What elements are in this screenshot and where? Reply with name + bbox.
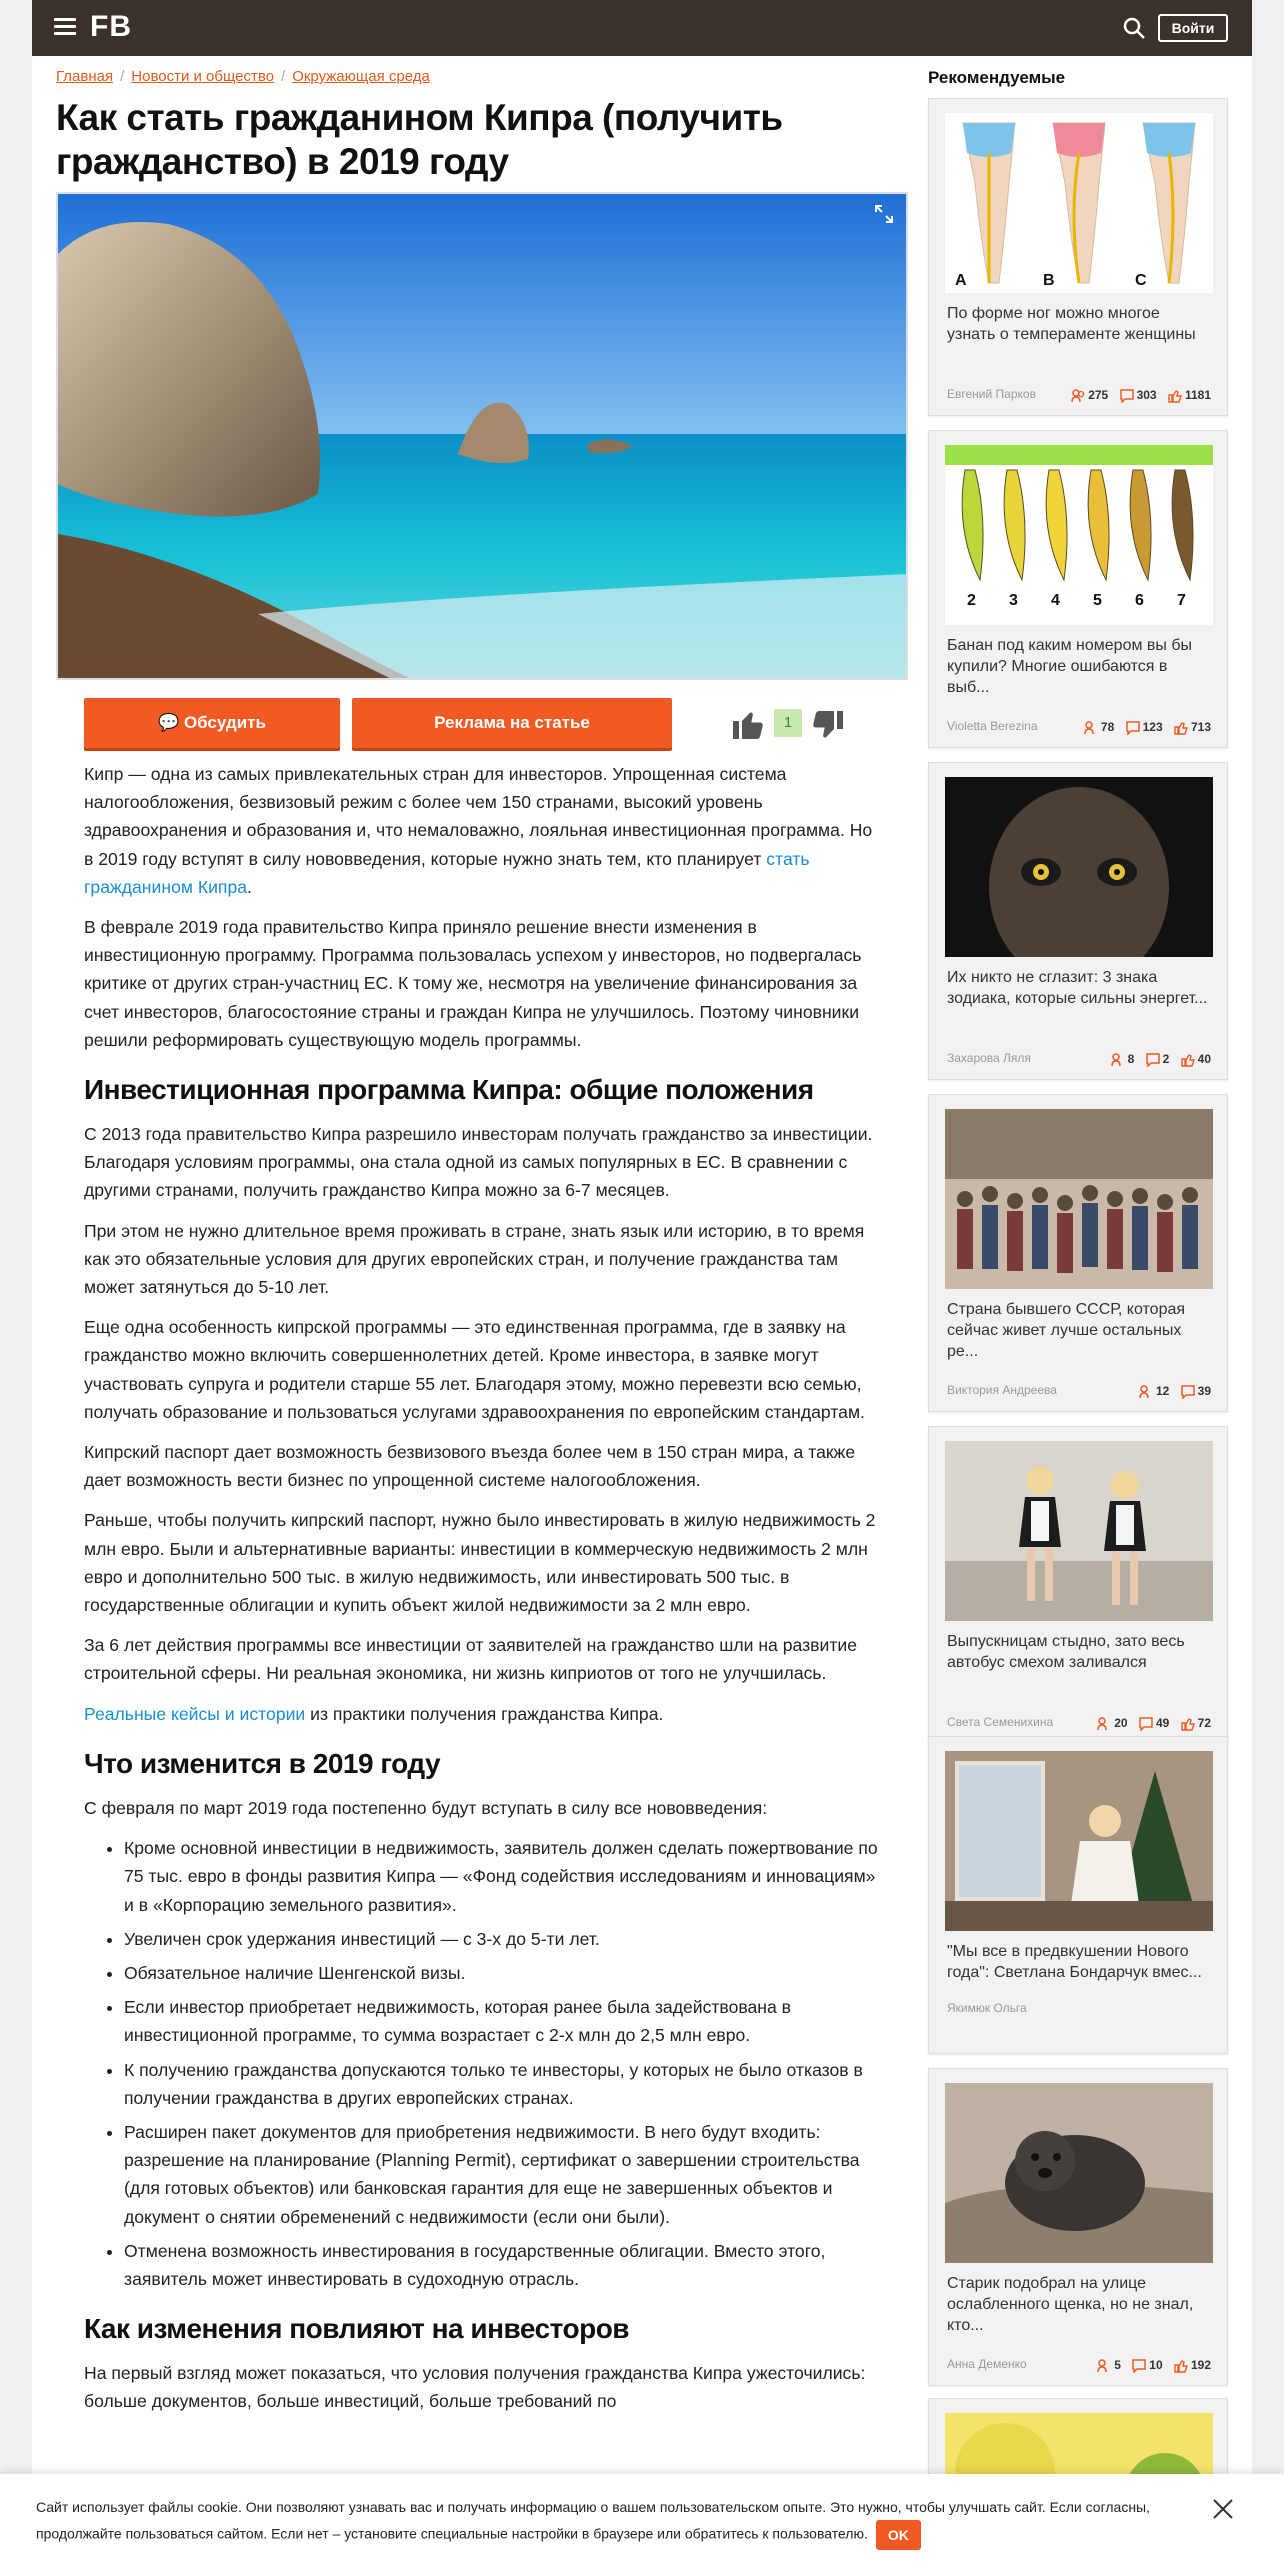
paragraph: В феврале 2019 года правительство Кипра приняло решение внести изменения в инвестиционную программу. Программа пользовалась успехом у инвесторов, но подвергалась критике от других стран-участниц ЕС. К тому же, несмотря на увеличение финансирования за счет инвесторов, благосостояние страны и граждан Кипра не улучшилось. Поэтому чиновники решили реформировать существующую модель программы. [84, 917, 862, 1050]
card-title: Их никто не сглазит: 3 знака зодиака, которые сильны энергет... [947, 969, 1208, 1007]
recommended-card[interactable] [928, 430, 1228, 748]
readers-icon [1111, 1053, 1125, 1067]
comments-icon [1120, 389, 1134, 403]
recommended-card[interactable] [928, 1736, 1228, 2054]
readers-icon [1071, 389, 1085, 403]
breadcrumb-environment[interactable]: Окружающая среда [292, 68, 430, 85]
card-image [945, 445, 1213, 625]
recommended-heading: Рекомендуемые [928, 68, 1066, 87]
menu-icon[interactable] [54, 18, 76, 36]
recommended-card[interactable] [928, 2068, 1228, 2386]
close-icon[interactable] [1212, 2498, 1234, 2520]
thumbs-up-icon[interactable] [730, 706, 766, 742]
legs-label: A [955, 272, 967, 289]
discuss-button[interactable]: 💬 Обсудить [84, 698, 340, 748]
card-title: Старик подобрал на улице ослабленного щенка, но не знал, кто... [947, 2275, 1194, 2334]
paragraph: При этом не нужно длительное время проживать в стране, знать язык или историю, в то время как это обязательные условия для других европейских стран, и получение гражданства там может затянуться до 5-10 лет. [84, 1220, 865, 1298]
site-logo[interactable]: FB [90, 10, 132, 43]
paragraph: Кипрский паспорт дает возможность безвизового въезда более чем в 150 стран мира, а также дает возможность вести бизнес по упрощенной системе налогообложения. [84, 1442, 856, 1491]
likes-icon [1181, 1053, 1195, 1067]
banana-number: 3 [1009, 592, 1018, 609]
legs-label: B [1043, 272, 1055, 289]
recommended-card[interactable] [928, 1094, 1228, 1412]
breadcrumb-home[interactable]: Главная [56, 68, 114, 85]
card-author: Анна Деменко [947, 2357, 1027, 2371]
list-item: • Отменена возможность инвестирования в государственные облигации. Вместо этого, заявитель может инвестировать в судоходную отрасль. [124, 2237, 884, 2293]
banana-number: 7 [1177, 592, 1186, 609]
readers-icon [1097, 2359, 1111, 2373]
card-author: Света Семенихина [947, 1715, 1054, 1729]
top-header [32, 0, 1252, 56]
cookie-banner [0, 2474, 1284, 2568]
comments-icon [1181, 1385, 1195, 1399]
paragraph: С февраля по март 2019 года постепенно будут вступать в силу все нововведения: [84, 1797, 768, 1818]
list-item: • Увеличен срок удержания инвестиций — с 3-х до 5-ти лет. [124, 1925, 884, 1953]
readers-icon [1139, 1385, 1153, 1399]
likes-icon [1174, 721, 1188, 735]
card-image [945, 2083, 1213, 2263]
login-button[interactable]: Войти [1158, 14, 1228, 42]
hero-image[interactable] [56, 192, 908, 680]
card-stats: 8 2 40 [1103, 1052, 1211, 1067]
recommended-card[interactable] [928, 1426, 1228, 1744]
paragraph: За 6 лет действия программы все инвестиции от заявителей на гражданство шли на развитие строительной сферы. Ни реальная экономика, ни жизнь киприотов от того не улучшилась. [84, 1635, 857, 1684]
section-heading: Инвестиционная программа Кипра: общие положения [84, 1074, 814, 1106]
search-icon[interactable] [1122, 16, 1146, 40]
card-stats: 12 39 [1131, 1384, 1211, 1399]
readers-icon [1097, 1717, 1111, 1731]
card-image [945, 1441, 1213, 1621]
card-image [945, 113, 1213, 293]
card-author: Евгений Парков [947, 387, 1036, 401]
card-author: Якимюк Ольга [947, 2001, 1027, 2015]
chat-icon: 💬 [158, 713, 184, 732]
cyprus-beach-image [58, 194, 908, 680]
thumbs-down-icon[interactable] [810, 708, 846, 744]
banana-number: 6 [1135, 592, 1144, 609]
card-author: Violetta Berezina [947, 719, 1038, 733]
citizenship-link[interactable]: стать гражданином Кипра [84, 848, 810, 897]
recommended-card[interactable] [928, 98, 1228, 416]
card-stats: 78 123 713 [1076, 720, 1211, 735]
card-title: По форме ног можно многое узнать о темпераменте женщины [947, 305, 1196, 343]
card-image [945, 1109, 1213, 1289]
section-heading: Что изменится в 2019 году [84, 1747, 441, 1779]
cookie-ok-button[interactable]: OK [876, 2520, 921, 2550]
card-image [945, 777, 1213, 957]
paragraph: Раньше, чтобы получить кипрский паспорт, нужно было инвестировать в жилую недвижимость 2 млн евро. Были и альтернативные варианты: инвестиции в коммерческую недвижимость 2 млн евро и дополнительно 500 тыс. в жилую недвижимость, или инвестировать 500 тыс. в государственные облигации и купить объект жилой недвижимости за 2 млн евро. [84, 1510, 876, 1616]
comments-icon [1139, 1717, 1153, 1731]
card-title: "Мы все в предвкушении Нового года": Светлана Бондарчук вмес... [947, 1943, 1202, 1981]
card-title: Страна бывшего СССР, которая сейчас живет лучше остальных ре... [947, 1301, 1186, 1360]
card-author: Виктория Андреева [947, 1383, 1057, 1397]
recommended-card[interactable] [928, 762, 1228, 1080]
comments-icon [1146, 1053, 1160, 1067]
section-heading: Как изменения повлияют на инвесторов [84, 2313, 630, 2345]
banana-number: 4 [1051, 592, 1060, 609]
ad-on-article-button[interactable]: Реклама на статье [352, 698, 672, 748]
card-author: Захарова Ляля [947, 1051, 1031, 1065]
like-count: 1 [774, 709, 802, 737]
card-image [945, 1751, 1213, 1931]
banana-number: 2 [967, 592, 976, 609]
paragraph: Реальные кейсы и истории из практики получения гражданства Кипра. [84, 1703, 664, 1724]
comments-icon [1132, 2359, 1146, 2373]
paragraph: Кипр — одна из самых привлекательных стран для инвесторов. Упрощенная система налогообложения, безвизовый режим с более чем 150 странами, высокий уровень здравоохранения и образования и, что немаловажно, лояльная инвестиционная программа. Но в 2019 году вступят в силу нововведения, которые нужно знать тем, кто планирует стать гражданином Кипра. [84, 764, 873, 897]
real-cases-link[interactable]: Реальные кейсы и истории [84, 1703, 306, 1724]
list-item: • Расширен пакет документов для приобретения недвижимости. В него будут входить: разрешение на планирование (Planning Permit), сертификат о завершении строительства (для готовых объектов) или банковская гарантия для еще не завершенных объектов и документ о снятии обременений с недвижимости (если они были). [124, 2118, 884, 2231]
card-title: Банан под каким номером вы бы купили? Многие ошибаются в выб... [947, 637, 1193, 696]
list-item: • К получению гражданства допускаются только те инвесторы, у которых не было отказов в получении гражданства в других европейских странах. [124, 2056, 884, 2112]
list-item: • Обязательное наличие Шенгенской визы. [124, 1959, 884, 1987]
card-stats: 275 303 1181 [1063, 388, 1211, 403]
comments-icon [1126, 721, 1140, 735]
paragraph: Еще одна особенность кипрской программы — это единственная программа, где в заявку на гражданство можно включить совершеннолетних детей. Кроме инвестора, в заявке могут участвовать супруга и родители старше 55 лет. Благодаря этому, можно перевезти всю семью, получать образование и пользоваться услугами здравоохранения по европейским стандартам. [84, 1317, 865, 1422]
likes-icon [1174, 2359, 1188, 2373]
likes-icon [1168, 389, 1182, 403]
paragraph: С 2013 года правительство Кипра разрешило инвесторам получать гражданство за инвестиции. Благодаря условиям программы, она стала одной из самых популярных в ЕС. В сравнении с другими странами, получить гражданство Кипра можно за 6-7 месяцев. [84, 1124, 873, 1201]
card-stats: 5 10 192 [1089, 2358, 1211, 2373]
expand-icon[interactable] [874, 204, 894, 224]
legs-label: C [1135, 272, 1147, 289]
list-item: • Кроме основной инвестиции в недвижимость, заявитель должен сделать пожертвование по 75 тыс. евро в фонды развития Кипра — «Фонд содействия исследованиям и инновациям» и в «Корпорацию земельного развития». [124, 1834, 884, 1919]
breadcrumb: Главная / Новости и общество / Окружающая среда [56, 68, 430, 85]
card-title: Выпускницам стыдно, зато весь автобус смехом заливался [947, 1633, 1185, 1671]
paragraph: На первый взгляд может показаться, что условия получения гражданства Кипра ужесточились: больше документов, больше инвестиций, больше требований по [84, 2363, 866, 2412]
page-title: Как стать гражданином Кипра (получить гражданство) в 2019 году [56, 97, 783, 182]
list-item: • Если инвестор приобретает недвижимость, которая ранее была задействована в инвестиционной программе, то сумма возрастает с 2-х млн до 2,5 млн евро. [124, 1993, 884, 2049]
readers-icon [1084, 721, 1098, 735]
cookie-text: Сайт использует файлы cookie. Они позволяют узнавать вас и получать информацию о вашем пользовательском опыте. Это нужно, чтобы улучшать сайт. Если согласны, продолжайте пользоваться сайтом. Если нет – установите специальные настройки в браузере или обратитесь к пользователю. OK [36, 2494, 1176, 2550]
card-stats: 20 49 72 [1089, 1716, 1211, 1731]
breadcrumb-news[interactable]: Новости и общество [131, 68, 275, 85]
changes-list [124, 1834, 884, 2293]
likes-icon [1181, 1717, 1195, 1731]
article-actions [84, 698, 884, 748]
banana-number: 5 [1093, 592, 1102, 609]
article-body [84, 760, 884, 2428]
